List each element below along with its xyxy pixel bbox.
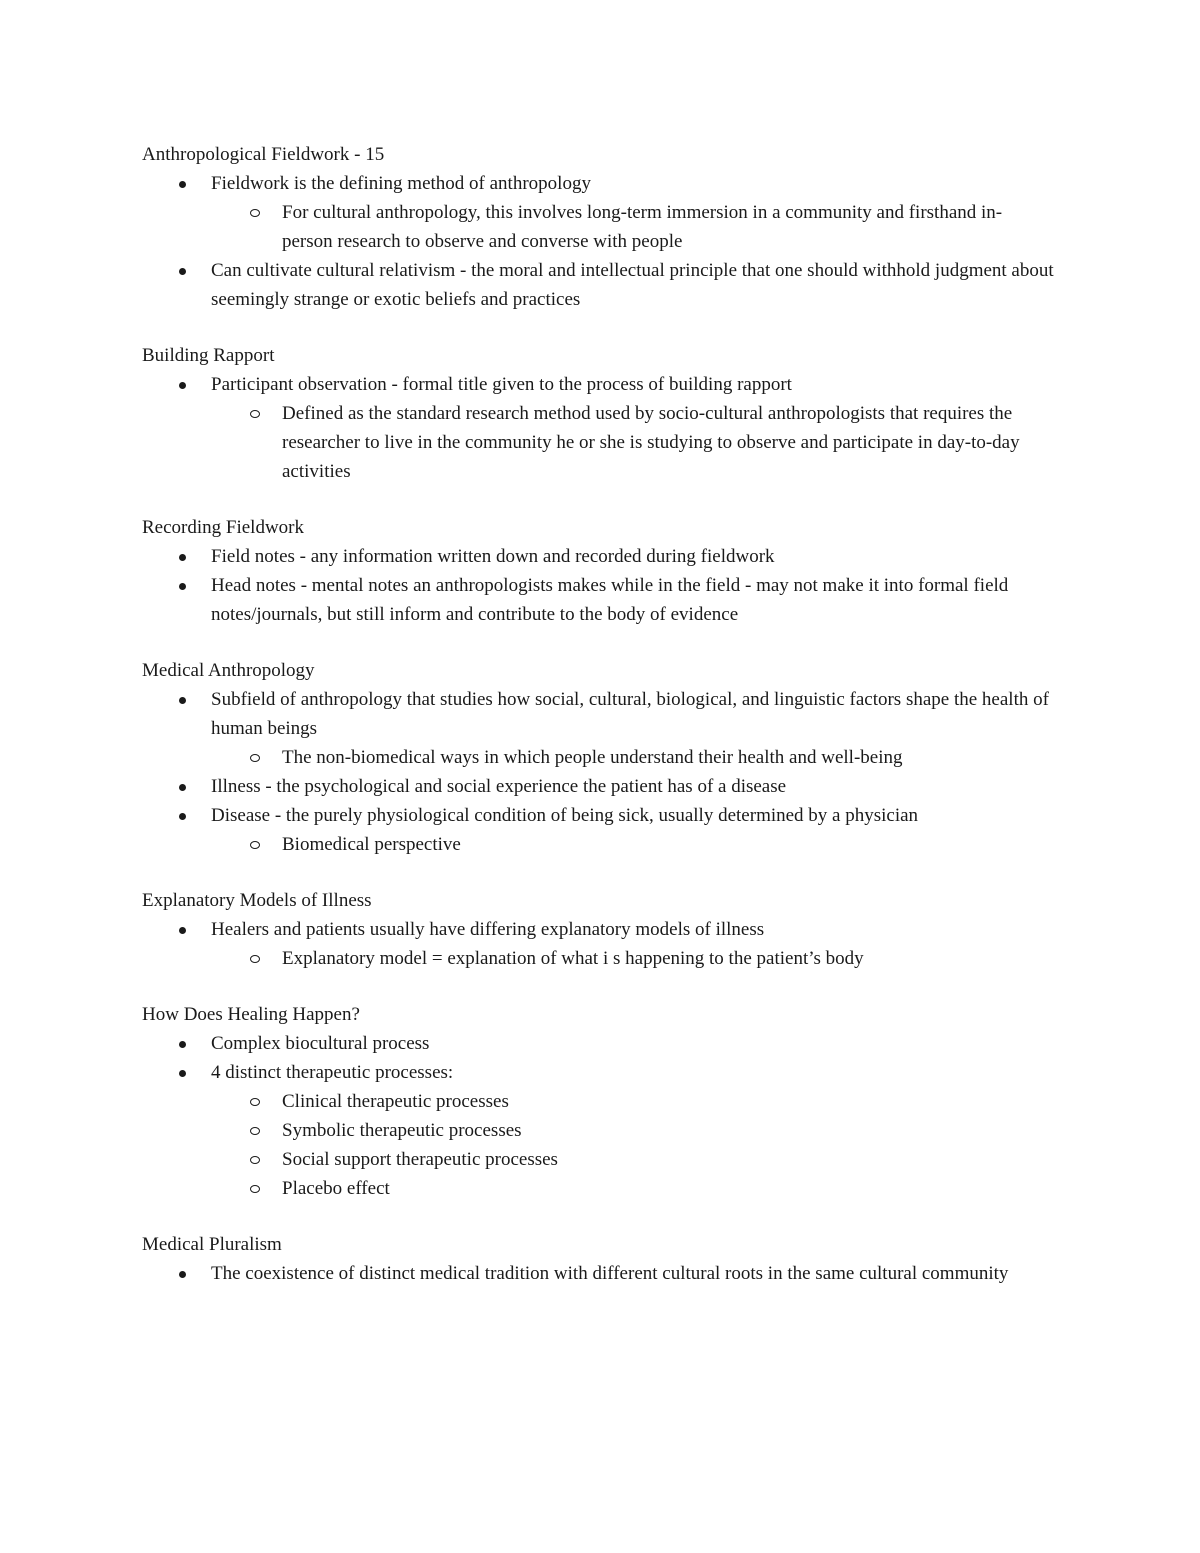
section — [142, 140, 1062, 314]
bullet-list — [142, 915, 1062, 973]
bullet-text: Subfield of anthropology that studies how social, cultural, biological, and linguistic factors shape the health of human beings — [211, 689, 1049, 739]
sub-bullet-text: Symbolic therapeutic processes — [282, 1120, 522, 1141]
bullet-text: Fieldwork is the defining method of anthropology — [211, 173, 591, 194]
bullet-text: Complex biocultural process — [211, 1033, 430, 1054]
bullet-text: 4 distinct therapeutic processes: — [211, 1062, 454, 1083]
bullet-item — [142, 915, 1062, 944]
bullet-text: Head notes - mental notes an anthropologists makes while in the field - may not make it into formal field notes/journals, but still inform and contribute to the body of evidence — [211, 575, 1009, 625]
sub-bullet-text: Placebo effect — [282, 1178, 390, 1199]
bullet-item — [142, 571, 1062, 629]
sub-bullet-text: Defined as the standard research method used by socio-cultural anthropologists that requires the researcher to live in the community he or she is studying to observe and participate in day-to-day activities — [282, 403, 1020, 482]
section — [142, 1000, 1062, 1203]
section-heading: Building Rapport — [142, 345, 275, 366]
bullet-item — [142, 772, 1062, 801]
bullet-item — [142, 1259, 1062, 1288]
bullet-item — [142, 256, 1062, 314]
bullet-list — [142, 542, 1062, 629]
section-heading: Recording Fieldwork — [142, 517, 305, 538]
section — [142, 341, 1062, 486]
bullet-item — [142, 685, 1062, 743]
sub-bullet-text: For cultural anthropology, this involves long-term immersion in a community and firsthand in-person research to observe and converse with people — [282, 202, 1003, 252]
sub-bullet-item — [142, 399, 1062, 486]
sub-bullet-text: Social support therapeutic processes — [282, 1149, 558, 1170]
bullet-text: Illness - the psychological and social experience the patient has of a disease — [211, 776, 787, 797]
bullet-item — [142, 542, 1062, 571]
bullet-item — [142, 370, 1062, 399]
sub-bullet-item — [142, 830, 1062, 859]
bullet-list — [142, 370, 1062, 486]
section — [142, 656, 1062, 859]
bullet-item — [142, 1029, 1062, 1058]
sub-bullet-text: Biomedical perspective — [282, 834, 461, 855]
section-heading: Anthropological Fieldwork - 15 — [142, 144, 385, 165]
sub-bullet-item — [142, 1145, 1062, 1174]
bullet-text: The coexistence of distinct medical tradition with different cultural roots in the same cultural community — [211, 1263, 1009, 1284]
bullet-list — [142, 685, 1062, 859]
sub-bullet-item — [142, 1174, 1062, 1203]
bullet-list — [142, 1259, 1062, 1288]
bullet-item — [142, 801, 1062, 830]
section-heading: Explanatory Models of Illness — [142, 890, 372, 911]
sub-bullet-item — [142, 198, 1062, 256]
sub-bullet-text: The non-biomedical ways in which people understand their health and well-being — [282, 747, 903, 768]
sub-bullet-item — [142, 1087, 1062, 1116]
sub-bullet-item — [142, 944, 1062, 973]
sub-bullet-text: Explanatory model = explanation of what i s happening to the patient’s body — [282, 948, 864, 969]
bullet-item — [142, 1058, 1062, 1087]
section — [142, 1230, 1062, 1288]
document-page — [142, 140, 1062, 1315]
bullet-item — [142, 169, 1062, 198]
bullet-text: Can cultivate cultural relativism - the moral and intellectual principle that one should withhold judgment about seemingly strange or exotic beliefs and practices — [211, 260, 1054, 310]
bullet-text: Participant observation - formal title given to the process of building rapport — [211, 374, 792, 395]
bullet-text: Disease - the purely physiological condition of being sick, usually determined by a physician — [211, 805, 919, 826]
bullet-text: Healers and patients usually have differing explanatory models of illness — [211, 919, 765, 940]
section-heading: Medical Anthropology — [142, 660, 315, 681]
section-heading: How Does Healing Happen? — [142, 1004, 360, 1025]
bullet-list — [142, 169, 1062, 314]
sub-bullet-item — [142, 743, 1062, 772]
sub-bullet-item — [142, 1116, 1062, 1145]
section — [142, 513, 1062, 629]
sub-bullet-text: Clinical therapeutic processes — [282, 1091, 509, 1112]
bullet-text: Field notes - any information written down and recorded during fieldwork — [211, 546, 775, 567]
bullet-list — [142, 1029, 1062, 1203]
section — [142, 886, 1062, 973]
section-heading: Medical Pluralism — [142, 1234, 282, 1255]
